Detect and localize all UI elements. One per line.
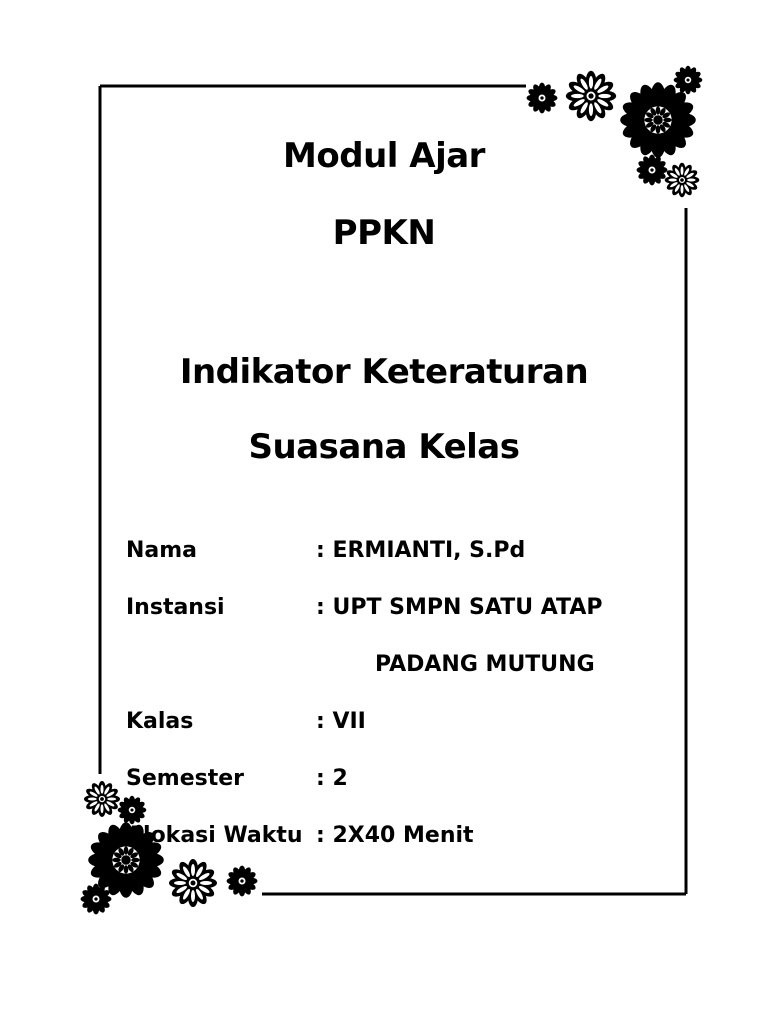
title-line-2: PPKN xyxy=(332,213,436,253)
field-value-semester: : 2 xyxy=(316,766,348,791)
field-label-kalas: Kalas xyxy=(126,709,194,734)
subtitle-line-1: Indikator Keteraturan xyxy=(179,352,589,392)
field-value-instansi: : UPT SMPN SATU ATAP xyxy=(316,595,603,620)
title-line-1: Modul Ajar xyxy=(283,136,485,176)
field-value-alokasi-waktu: : 2X40 Menit xyxy=(316,823,474,848)
field-label-instansi: Instansi xyxy=(126,595,225,620)
flower-cluster-top-right-icon xyxy=(527,66,703,198)
field-value-kalas: : VII xyxy=(316,709,366,734)
field-value-instansi-continued: PADANG MUTUNG xyxy=(375,652,595,677)
field-label-nama: Nama xyxy=(126,538,198,563)
subtitle-line-2: Suasana Kelas xyxy=(248,427,520,467)
field-label-semester: Semester xyxy=(126,766,244,791)
field-value-nama: : ERMIANTI, S.Pd xyxy=(316,538,526,563)
field-label-alokasi-waktu: Alokasi Waktu xyxy=(126,823,303,848)
